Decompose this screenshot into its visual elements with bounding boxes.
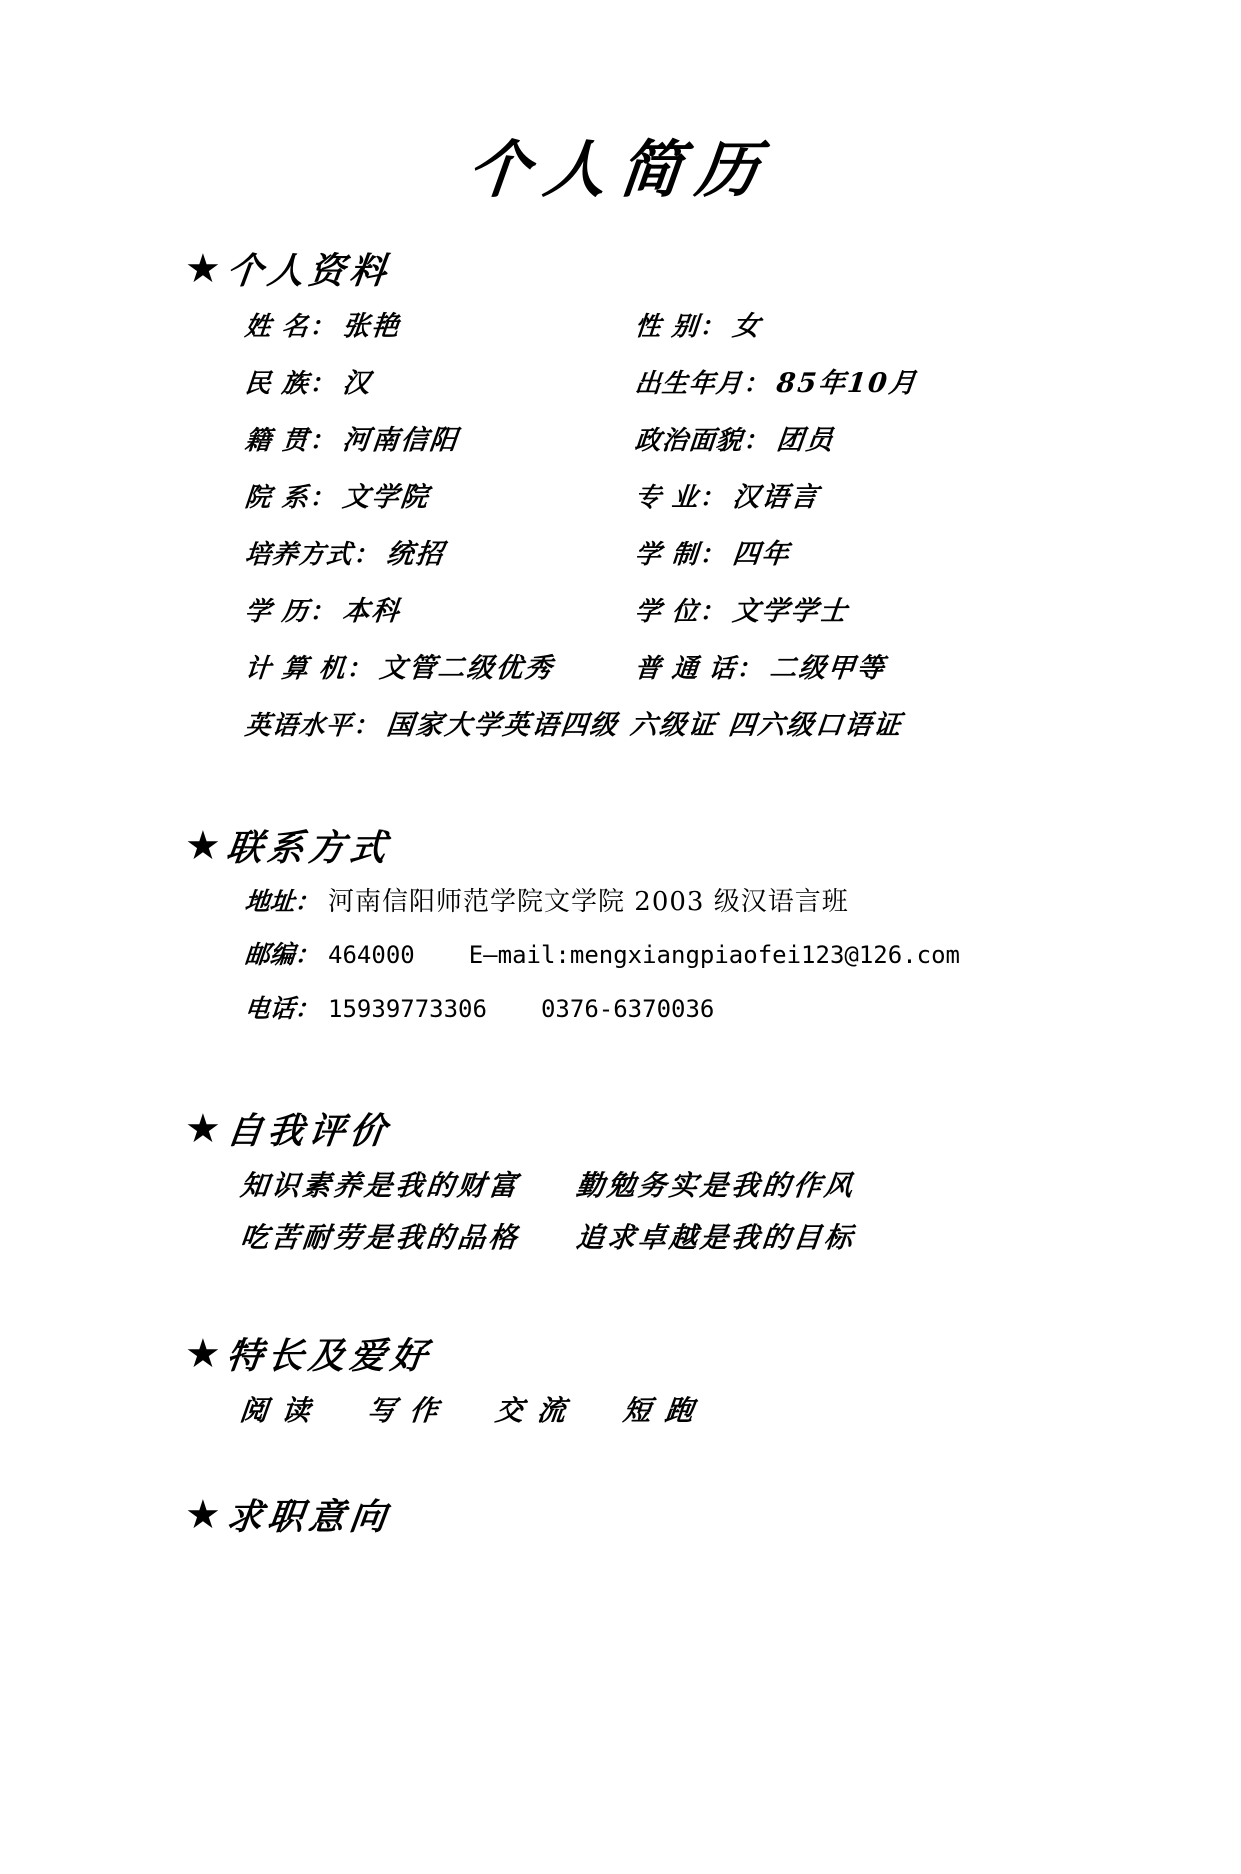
zip-value: 464000 bbox=[328, 941, 415, 969]
field-value: 团员 bbox=[775, 425, 837, 456]
field-label: 培养方式 bbox=[243, 540, 355, 570]
section-title-personal-info: 个人资料 bbox=[223, 250, 394, 292]
resume-page bbox=[0, 120, 1241, 1874]
self-evaluation-phrase: 知识素养是我的财富 bbox=[238, 1169, 522, 1202]
field-birth-date bbox=[635, 361, 1155, 400]
section-header-self-evaluation bbox=[185, 1103, 1241, 1154]
field-computer-skill bbox=[245, 646, 635, 685]
star-icon: ★ bbox=[185, 1105, 221, 1152]
star-icon: ★ bbox=[185, 822, 221, 869]
field-colon: ： bbox=[743, 369, 770, 399]
info-row bbox=[245, 532, 1241, 589]
section-title-contact: 联系方式 bbox=[223, 827, 394, 869]
field-major bbox=[635, 475, 1155, 514]
field-colon: ： bbox=[699, 597, 726, 627]
star-icon: ★ bbox=[185, 1491, 221, 1538]
field-label: 学 位 bbox=[633, 597, 701, 627]
field-colon: ： bbox=[309, 597, 336, 627]
info-row bbox=[245, 418, 1241, 475]
info-row bbox=[245, 589, 1241, 646]
field-mandarin-level bbox=[635, 646, 1155, 685]
field-label: 姓 名 bbox=[243, 312, 311, 342]
phone-landline-value: 0376-6370036 bbox=[540, 995, 715, 1023]
field-degree bbox=[635, 589, 1155, 628]
field-value: 文学院 bbox=[341, 482, 432, 513]
info-row bbox=[245, 361, 1241, 418]
skills-hobbies-items: 阅读 写作 交流 短跑 bbox=[238, 1394, 709, 1427]
info-row bbox=[245, 304, 1241, 361]
field-label: 院 系 bbox=[243, 483, 311, 513]
self-evaluation-phrase: 追求卓越是我的目标 bbox=[574, 1221, 857, 1254]
field-value: 河南信阳 bbox=[341, 425, 461, 456]
info-row bbox=[245, 703, 1241, 760]
field-colon: ： bbox=[309, 369, 336, 399]
field-training-mode bbox=[245, 532, 635, 571]
field-native-place bbox=[245, 418, 635, 457]
section-title-job-intention: 求职意向 bbox=[223, 1496, 394, 1538]
section-header-job-intention bbox=[185, 1489, 1241, 1540]
self-evaluation-line bbox=[237, 1216, 1241, 1268]
field-label: 学 制 bbox=[633, 540, 701, 570]
field-colon: ： bbox=[699, 540, 726, 570]
field-value: 张艳 bbox=[341, 311, 403, 342]
self-evaluation-line bbox=[237, 1164, 1241, 1216]
field-colon: ： bbox=[346, 654, 373, 684]
field-label: 学 历 bbox=[243, 597, 311, 627]
skills-hobbies-block bbox=[240, 1389, 1241, 1429]
field-label: 计 算 机 bbox=[243, 654, 348, 684]
field-label: 英语水平 bbox=[243, 711, 355, 741]
address-label: 地址： bbox=[243, 887, 322, 916]
field-value: 85年10月 bbox=[775, 368, 920, 399]
section-header-contact bbox=[185, 820, 1241, 871]
field-colon: ： bbox=[743, 426, 770, 456]
contact-row-zip-email bbox=[245, 935, 1241, 989]
field-colon: ： bbox=[353, 540, 380, 570]
field-colon: ： bbox=[699, 312, 726, 342]
field-colon: ： bbox=[353, 711, 380, 741]
field-ethnicity bbox=[245, 361, 635, 400]
field-value: 汉语言 bbox=[731, 482, 822, 513]
field-name bbox=[245, 304, 635, 343]
section-title-skills-hobbies: 特长及爱好 bbox=[223, 1335, 435, 1377]
star-icon: ★ bbox=[185, 245, 221, 292]
email-value[interactable]: E—mail:mengxiangpiaofei123@126.com bbox=[468, 941, 960, 969]
field-label: 籍 贯 bbox=[243, 426, 311, 456]
self-evaluation-phrase: 吃苦耐劳是我的品格 bbox=[238, 1221, 522, 1254]
self-evaluation-block bbox=[240, 1164, 1241, 1268]
field-value: 二级甲等 bbox=[768, 653, 888, 684]
address-value: 河南信阳师范学院文学院 2003 级汉语言班 bbox=[328, 887, 849, 917]
field-value: 四年 bbox=[731, 539, 793, 570]
section-header-personal-info bbox=[185, 243, 1241, 294]
field-education bbox=[245, 589, 635, 628]
section-title-self-evaluation: 自我评价 bbox=[223, 1110, 394, 1152]
field-label: 普 通 话 bbox=[633, 654, 738, 684]
field-value: 文管二级优秀 bbox=[378, 653, 556, 684]
contact-row-address bbox=[245, 881, 1241, 935]
field-label: 专 业 bbox=[633, 483, 701, 513]
field-value: 汉 bbox=[341, 368, 374, 399]
field-political-status bbox=[635, 418, 1155, 457]
info-row bbox=[245, 646, 1241, 703]
field-label: 政治面貌 bbox=[633, 426, 745, 456]
personal-info-grid bbox=[245, 304, 1241, 760]
field-colon: ： bbox=[699, 483, 726, 513]
info-row bbox=[245, 475, 1241, 532]
field-value: 本科 bbox=[341, 596, 403, 627]
field-colon: ： bbox=[309, 312, 336, 342]
field-label: 性 别 bbox=[633, 312, 701, 342]
field-value: 统招 bbox=[385, 539, 447, 570]
field-gender bbox=[635, 304, 1155, 343]
page-title: 个人简历 bbox=[464, 133, 776, 206]
field-colon: ： bbox=[309, 483, 336, 513]
self-evaluation-phrase: 勤勉务实是我的作风 bbox=[574, 1169, 857, 1202]
field-label: 出生年月 bbox=[633, 369, 745, 399]
field-value: 女 bbox=[731, 311, 764, 342]
field-program-length bbox=[635, 532, 1155, 571]
field-colon: ： bbox=[309, 426, 336, 456]
field-english-level bbox=[245, 703, 1145, 742]
star-icon: ★ bbox=[185, 1330, 221, 1377]
field-label: 民 族 bbox=[243, 369, 311, 399]
field-colon: ： bbox=[736, 654, 763, 684]
field-value: 文学学士 bbox=[731, 596, 851, 627]
contact-row-phone bbox=[245, 989, 1241, 1043]
field-value: 国家大学英语四级 六级证 四六级口语证 bbox=[385, 710, 905, 741]
field-department bbox=[245, 475, 635, 514]
zip-label: 邮编： bbox=[243, 940, 322, 969]
section-header-skills-hobbies bbox=[185, 1328, 1241, 1379]
phone-label: 电话： bbox=[243, 994, 322, 1023]
contact-block bbox=[245, 881, 1241, 1043]
phone-mobile-value: 15939773306 bbox=[328, 995, 487, 1023]
